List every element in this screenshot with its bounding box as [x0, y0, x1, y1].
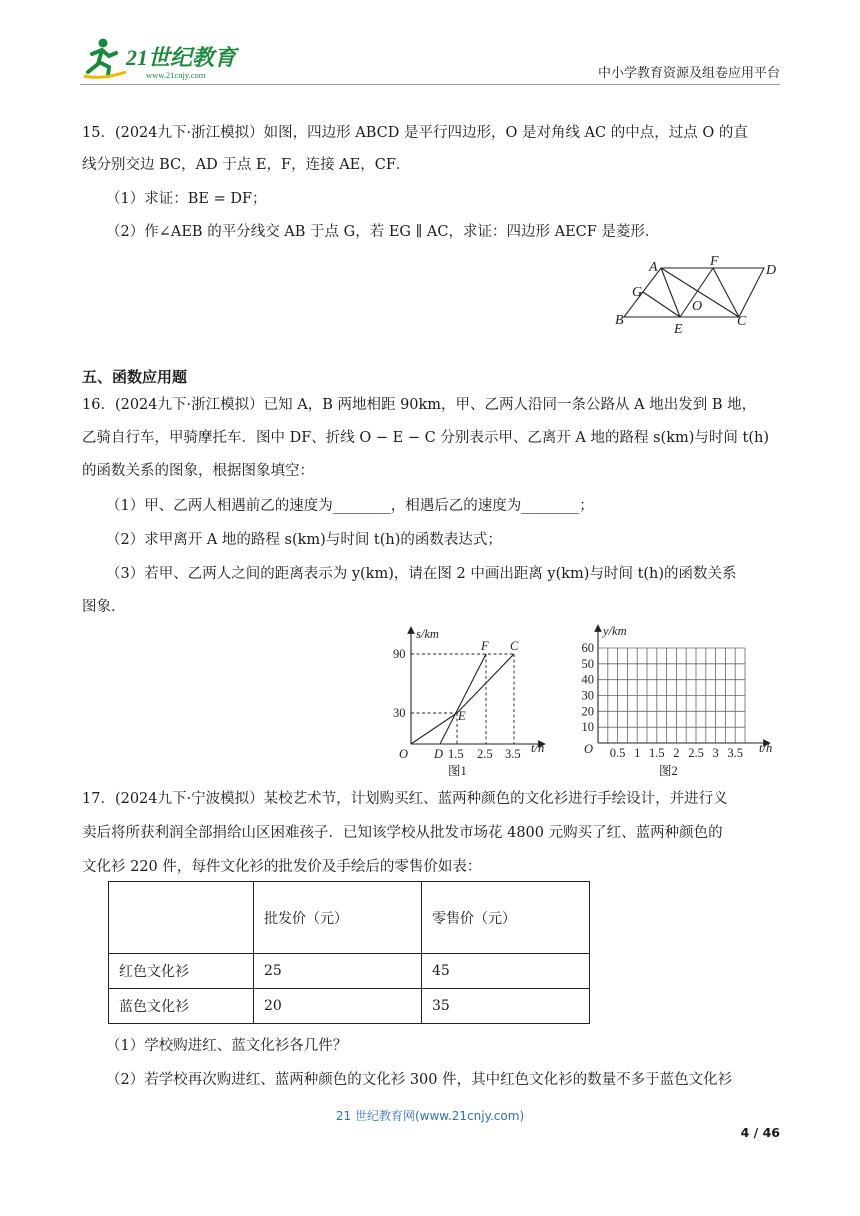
- q16-line3: 的函数关系的图象，根据图象填空：: [82, 463, 314, 479]
- q15-stem-line2: 线分别交边 BC，AD 于点 E，F，连接 AE，CF．: [82, 157, 411, 173]
- fig1-line-OE: [411, 713, 457, 744]
- table-header-cell: 批发价（元）: [254, 882, 422, 954]
- fig1-line-EC: [457, 654, 514, 713]
- table-row: [109, 989, 590, 1024]
- section-title: 五、函数应用题: [82, 368, 188, 386]
- q15-stem-line1: 15．(2024九下·浙江模拟）如图，四边形 ABCD 是平行四边形，O 是对角线 AC 的中点，过点 O 的直: [82, 125, 748, 141]
- q16-part3-line1: （3）若甲、乙两人之间的距离表示为 y(km)，请在图 2 中画出距离 y(km)与时间 t(h)的函数关系: [106, 566, 737, 582]
- table-cell: 25: [254, 954, 422, 989]
- fig1-label-E: E: [458, 709, 466, 723]
- fig2-grid: [598, 648, 745, 743]
- label-F: F: [710, 254, 719, 269]
- label-E: E: [674, 322, 683, 337]
- logo-url: www.21cnjy.com: [146, 70, 206, 80]
- fig1-xlabel: t/h: [531, 741, 545, 755]
- fig2-ytick-label: 20: [581, 704, 594, 719]
- fig1-line-DF: [440, 654, 486, 744]
- q15-parallelogram-figure: [612, 254, 788, 340]
- fig1-xtick-2.5: 2.5: [477, 747, 493, 761]
- q17-line3: 文化衫 220 件，每件文化衫的批发价及手绘后的零售价如表：: [82, 859, 482, 875]
- fig2-caption: 图2: [659, 764, 678, 778]
- table-row: [109, 954, 590, 989]
- fig1-caption: 图1: [448, 764, 467, 778]
- table-cell: 35: [422, 989, 590, 1024]
- fig2-ytick-label: 10: [581, 720, 594, 735]
- fig2-xtick-label: 3: [712, 746, 719, 760]
- logo-text: 21世纪教育: [126, 45, 237, 70]
- label-G: G: [632, 285, 643, 300]
- fig2-xtick-label: 2: [673, 746, 680, 760]
- q16-part1: （1）甲、乙两人相遇前乙的速度为________，相遇后乙的速度为________；: [106, 498, 594, 514]
- table-cell: 蓝色文化衫: [109, 989, 254, 1024]
- figure2-grid-chart: [575, 622, 785, 780]
- site-logo: [82, 34, 252, 82]
- price-table: [108, 881, 590, 1024]
- fig1-ytick-90: 90: [393, 647, 406, 661]
- q15-part1: （1）求证：BE = DF；: [106, 191, 267, 207]
- label-D: D: [766, 263, 777, 278]
- q16-line1: 16．(2024九下·浙江模拟）已知 A，B 两地相距 90km，甲、乙两人沿同一条公路从 A 地出发到 B 地，: [82, 397, 757, 413]
- fig1-xtick-3.5: 3.5: [505, 747, 521, 761]
- fig2-xtick-label: 0.5: [609, 746, 626, 760]
- fig2-ylabel: y/km: [603, 624, 627, 638]
- table-cell: 红色文化衫: [109, 954, 254, 989]
- fig2-ytick-label: 50: [581, 656, 594, 671]
- table-header-cell: 零售价（元）: [422, 882, 590, 954]
- fig1-xtick-D: D: [434, 747, 444, 761]
- fig1-label-F: F: [481, 639, 489, 653]
- fig2-origin: O: [584, 742, 594, 756]
- label-C: C: [737, 314, 747, 329]
- platform-name: 中小学教育资源及组卷应用平台: [597, 66, 780, 81]
- fig2-ytick-label: 60: [581, 641, 594, 655]
- fig2-xtick-label: 1.5: [648, 746, 665, 760]
- table-header-cell: [109, 882, 254, 954]
- header-divider: [80, 84, 780, 85]
- label-A: A: [649, 260, 658, 275]
- fig1-xtick-1.5: 1.5: [448, 747, 464, 761]
- q17-line2: 卖后将所获利润全部捐给山区困难孩子．已知该学校从批发市场花 4800 元购买了红、蓝两种颜色的: [82, 825, 723, 841]
- q17-line1: 17．(2024九下·宁波模拟）某校艺术节，计划购买红、蓝两种颜色的文化衫进行手绘设计，并进行义: [82, 791, 728, 807]
- runner-icon: [84, 39, 126, 78]
- fig1-ytick-30: 30: [393, 706, 406, 720]
- fig1-label-C: C: [510, 639, 519, 653]
- q15-part2: （2）作∠AEB 的平分线交 AB 于点 G，若 EG ∥ AC，求证：四边形 AECF 是菱形．: [106, 224, 660, 240]
- q16-line2: 乙骑自行车，甲骑摩托车．图中 DF、折线 O − E − C 分别表示甲、乙离开 A 地的路程 s(km)与时间 t(h): [82, 430, 769, 446]
- table-header-row: [109, 882, 590, 954]
- q16-part2: （2）求甲离开 A 地的路程 s(km)与时间 t(h)的函数表达式；: [106, 532, 502, 548]
- q17-part1: （1）学校购进红、蓝文化衫各几件？: [106, 1038, 348, 1054]
- fig2-xtick-label: 3.5: [727, 746, 744, 760]
- fig2-xtick-label: 1: [634, 746, 641, 760]
- q16-part3-line2: 图象．: [82, 599, 126, 615]
- fig2-xtick-label: 2.5: [688, 746, 704, 760]
- fig2-ytick-label: 30: [581, 688, 594, 703]
- fig2-ytick-label: 40: [581, 672, 594, 687]
- table-cell: 45: [422, 954, 590, 989]
- q17-part2: （2）若学校再次购进红、蓝两种颜色的文化衫 300 件，其中红色文化衫的数量不多于蓝色文化衫: [106, 1072, 733, 1088]
- fig1-ylabel: s/km: [416, 627, 439, 641]
- footer-site: 21 世纪教育网(www.21cnjy.com): [335, 1109, 525, 1123]
- fig1-origin: O: [399, 747, 409, 761]
- label-O: O: [692, 299, 703, 314]
- fig2-xlabel: t/h: [759, 741, 773, 755]
- label-B: B: [615, 313, 624, 328]
- page-number: 4 / 46: [740, 1125, 780, 1140]
- figure1-distance-time-graph: [390, 624, 560, 780]
- table-cell: 20: [254, 989, 422, 1024]
